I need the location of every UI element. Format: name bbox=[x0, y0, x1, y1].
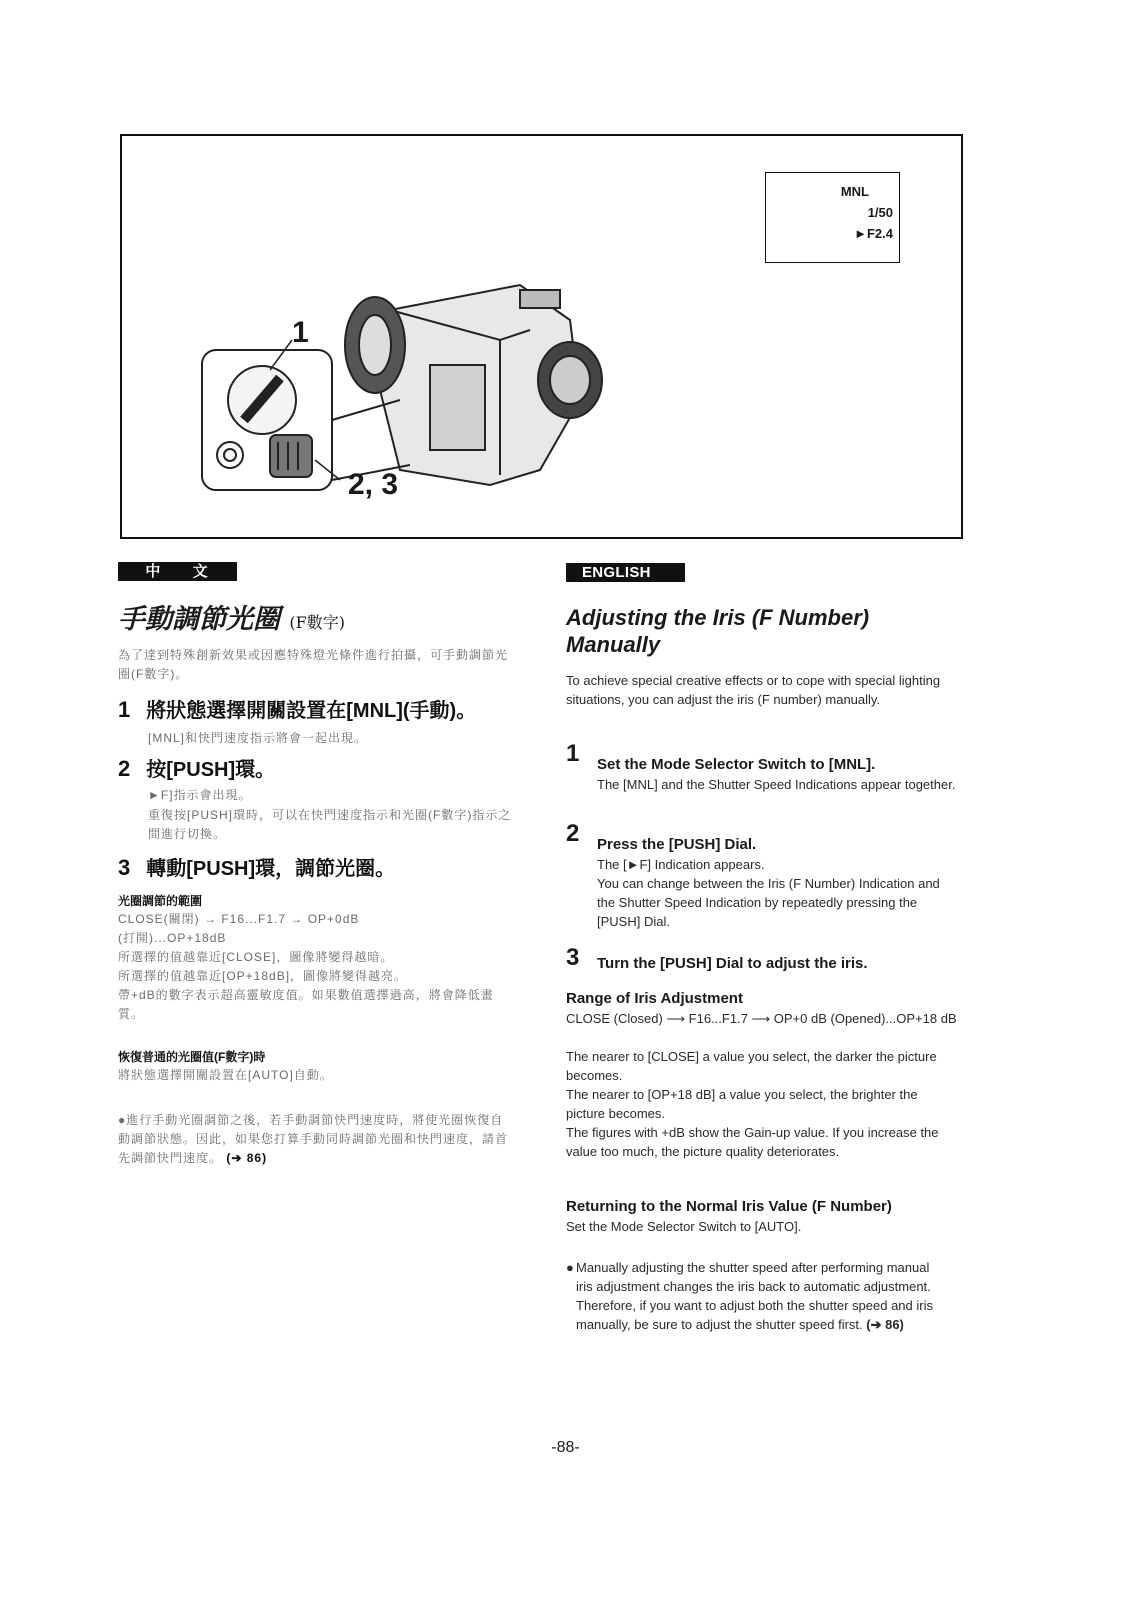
lcd-iris-text: ►F2.4 bbox=[854, 226, 893, 241]
bullet-icon: ● bbox=[566, 1260, 574, 1275]
english-normal-heading: Returning to the Normal Iris Value (F Number) bbox=[566, 1198, 892, 1215]
chinese-step-1 bbox=[118, 694, 476, 723]
english-range-heading: Range of Iris Adjustment bbox=[566, 990, 743, 1007]
chinese-title bbox=[118, 597, 345, 636]
english-note bbox=[566, 1258, 946, 1334]
english-step-1-heading: Set the Mode Selector Switch to [MNL]. bbox=[597, 756, 876, 773]
step-number: 2 bbox=[566, 820, 580, 847]
step-2-3-callout: 2, 3 bbox=[348, 468, 399, 501]
lcd-shutter-text: 1/50 bbox=[867, 205, 893, 220]
english-range-line-2: The nearer to [CLOSE] a value you select, the darker the picture becomes. bbox=[566, 1049, 937, 1083]
chinese-range-line-5: 帶+dB的數字表示超高靈敏度值。如果數值選擇過高，將會降低畫質。 bbox=[118, 988, 494, 1021]
chinese-normal-body: 將狀態選擇開關設置在[AUTO]自動。 bbox=[118, 1068, 333, 1082]
chinese-range-heading: 光圈調節的範圍 bbox=[118, 894, 203, 908]
english-range-line-4: The figures with +dB show the Gain-up value. If you increase the value too much, the picture quality deteriorates. bbox=[566, 1125, 939, 1159]
chinese-range-line-3: 所選擇的值越靠近[CLOSE]，圖像將變得越暗。 bbox=[118, 950, 394, 964]
chinese-note-text: ●進行手動光圈調節之後，若手動調節快門速度時，將使光圈恢復自動調節狀態。因此，如果您打算手動同時調節光圈和快門速度，請首先調節快門速度。 bbox=[118, 1113, 509, 1165]
chinese-step-3 bbox=[118, 852, 395, 881]
english-step-1-body: The [MNL] and the Shutter Speed Indications appear together. bbox=[597, 777, 956, 792]
chinese-normal-heading: 恢復普通的光圈值(F數字)時 bbox=[118, 1050, 266, 1064]
step-number: 3 bbox=[118, 855, 131, 880]
english-normal-body: Set the Mode Selector Switch to [AUTO]. bbox=[566, 1219, 802, 1234]
english-step-2-body-1: The [►F] Indication appears. bbox=[597, 857, 765, 872]
chinese-step-2-body-2: 重復按[PUSH]環時，可以在快門速度指示和光圈(F數字)指示之間進行切換。 bbox=[148, 808, 512, 841]
lcd-indication-panel bbox=[765, 172, 900, 263]
chinese-step-1-text: 將狀態選擇開關設置在[MNL](手動)。 bbox=[146, 700, 477, 722]
step-number: 1 bbox=[566, 740, 580, 767]
chinese-step-1-body: [MNL]和快門速度指示將會一起出現。 bbox=[148, 731, 368, 745]
english-step-2-heading: Press the [PUSH] Dial. bbox=[597, 836, 757, 853]
chinese-range-line-1: CLOSE(關閉) → F16...F1.7 → OP+0dB bbox=[118, 912, 360, 926]
english-title-line-1: Adjusting the Iris (F Number) bbox=[566, 605, 870, 630]
english-title bbox=[566, 604, 946, 658]
chinese-step-2-body-1: ►F]指示會出現。 bbox=[148, 788, 252, 802]
chinese-note-ref: (➔ 86) bbox=[226, 1151, 268, 1165]
chinese-range-line-4: 所選擇的值越靠近[OP+18dB]，圖像將變得越亮。 bbox=[118, 969, 408, 983]
english-language-tab: ENGLISH bbox=[566, 563, 685, 582]
chinese-title-main: 手動調節光圈 bbox=[118, 604, 280, 635]
step-1-callout: 1 bbox=[292, 316, 309, 349]
english-note-ref: (➔ 86) bbox=[866, 1317, 904, 1332]
chinese-step-2 bbox=[118, 753, 275, 782]
chinese-range-line-2: (打開)...OP+18dB bbox=[118, 931, 227, 945]
english-step-3-heading: Turn the [PUSH] Dial to adjust the iris. bbox=[597, 955, 868, 972]
chinese-title-sub: (F數字) bbox=[289, 613, 345, 632]
english-range-line-1: CLOSE (Closed) ⟶ F16...F1.7 ⟶ OP+0 dB (Opened)...OP+18 dB bbox=[566, 1011, 957, 1026]
english-note-text: Manually adjusting the shutter speed after performing manual iris adjustment changes the iris back to automatic adjustment. Therefore, if you want to adjust both the shutter speed and iris manually, be sure to adjust the shutter speed first. bbox=[576, 1260, 933, 1332]
step-number: 2 bbox=[118, 756, 131, 781]
camcorder-illustration bbox=[200, 270, 620, 510]
english-step-2-body-2: You can change between the Iris (F Number) Indication and the Shutter Speed Indication by repeatedly pressing the [PUSH] Dial. bbox=[597, 876, 940, 929]
step-number: 1 bbox=[118, 697, 131, 722]
chinese-note bbox=[118, 1111, 508, 1168]
chinese-intro: 為了達到特殊創新效果或因應特殊燈光條件進行拍攝，可手動調節光圈(F數字)。 bbox=[118, 648, 509, 681]
lcd-mode-text: MNL bbox=[840, 184, 869, 199]
chinese-step-2-text: 按[PUSH]環。 bbox=[146, 759, 276, 781]
step-number: 3 bbox=[566, 944, 580, 971]
chinese-language-tab: 中 文 bbox=[118, 562, 237, 581]
english-title-line-2: Manually bbox=[566, 632, 661, 657]
page-number: -88- bbox=[551, 1439, 580, 1456]
english-range-line-3: The nearer to [OP+18 dB] a value you select, the brighter the picture becomes. bbox=[566, 1087, 918, 1121]
english-intro: To achieve special creative effects or to cope with special lighting situations, you can adjust the iris (F number) manually. bbox=[566, 673, 941, 707]
chinese-step-3-text: 轉動[PUSH]環，調節光圈。 bbox=[146, 858, 396, 880]
